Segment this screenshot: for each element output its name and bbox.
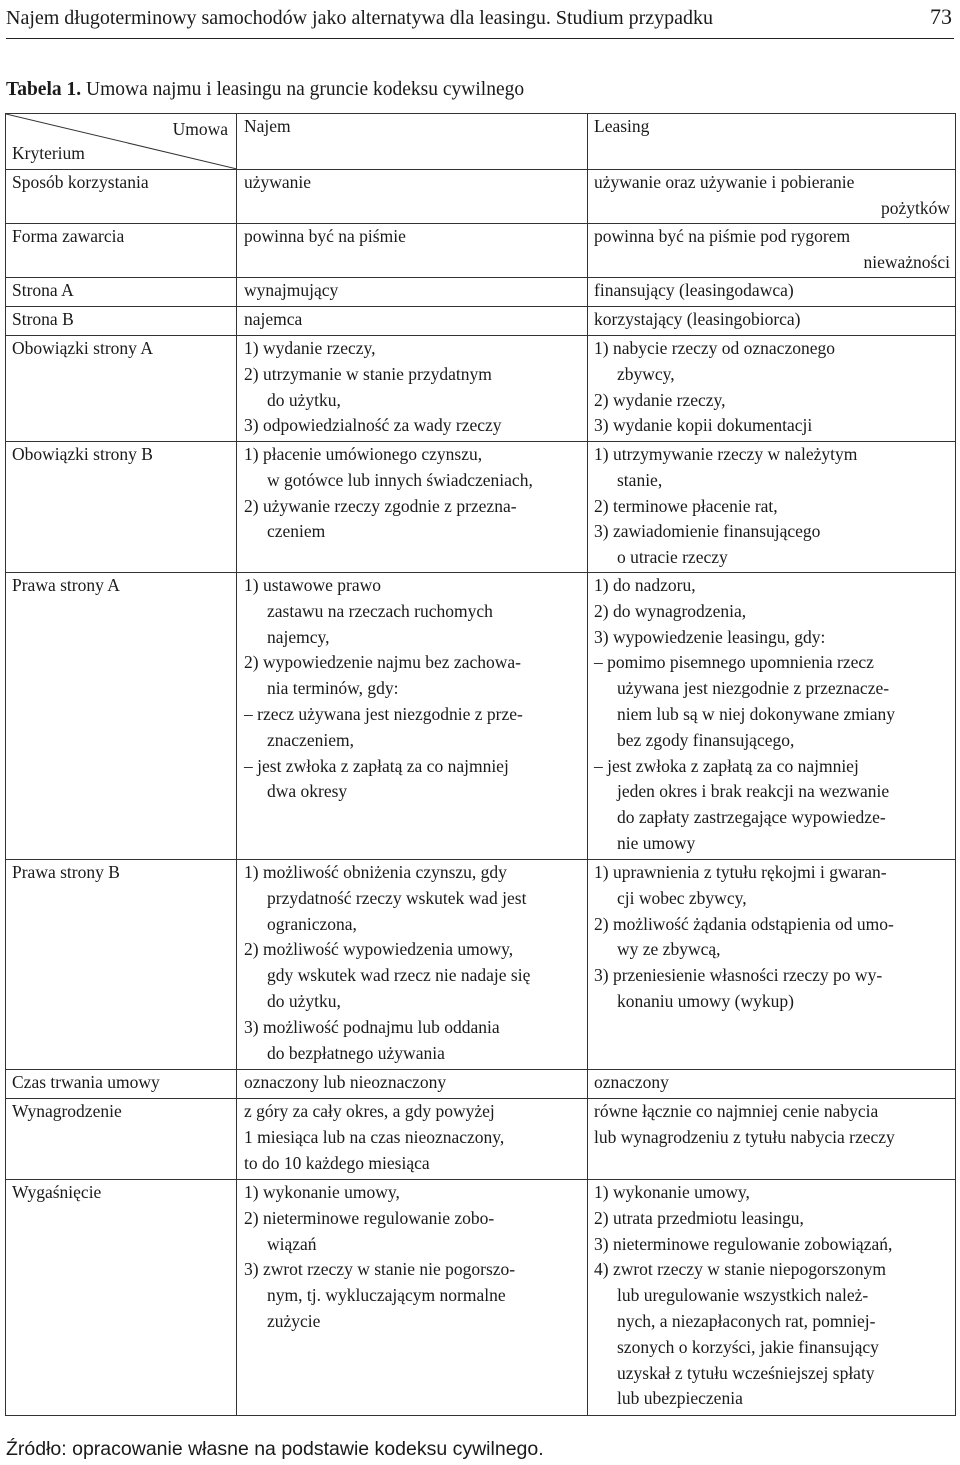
cell-line: wiązań xyxy=(267,1233,317,1254)
cell-line: lub ubezpieczenia xyxy=(617,1388,743,1409)
leasing-cell xyxy=(588,1180,956,1416)
cell-line: pożytków xyxy=(880,197,950,218)
cell-line: lub uregulowanie wszystkich należ- xyxy=(617,1285,869,1306)
column-header-leasing: Leasing xyxy=(588,114,956,170)
corner-label-kryterium: Kryterium xyxy=(12,143,85,163)
najem-cell xyxy=(237,278,588,307)
table-row xyxy=(6,573,956,860)
cell-line: 1) wykonanie umowy, xyxy=(244,1182,400,1202)
cell-line: 2) używanie rzeczy zgodnie z przezna- xyxy=(244,495,517,516)
cell-line: 2) wydanie rzeczy, xyxy=(594,389,726,410)
cell-line: 1) do nadzoru, xyxy=(594,575,696,595)
cell-line: korzystający (leasingobiorca) xyxy=(594,309,801,329)
cell-line: używana jest niezgodnie z przeznacze- xyxy=(617,678,890,699)
table-row xyxy=(6,170,956,224)
cell-line: do użytku, xyxy=(267,389,341,410)
cell-line: z góry za cały okres, a gdy powyżej xyxy=(244,1101,495,1121)
table-row xyxy=(6,307,956,336)
cell-line: znaczeniem, xyxy=(267,729,354,750)
corner-cell xyxy=(6,114,237,170)
cell-line: 2) wypowiedzenie najmu bez zachowa- xyxy=(244,652,521,673)
cell-line: 2) możliwość żądania odstąpienia od umo- xyxy=(594,913,894,934)
cell-line: nych, a niezapłaconych rat, pomniej- xyxy=(617,1310,876,1331)
criterion-cell: Forma zawarcia xyxy=(6,224,237,278)
cell-line: 3) wypowiedzenie leasingu, gdy: xyxy=(594,626,826,647)
cell-line: do bezpłatnego używania xyxy=(267,1042,445,1063)
cell-line: równe łącznie co najmniej cenie nabycia xyxy=(594,1101,879,1121)
page-number: 73 xyxy=(930,4,952,29)
cell-line: dwa okresy xyxy=(267,781,348,802)
leasing-cell xyxy=(588,336,956,442)
cell-line: uzyskał z tytułu wcześniejszej spłaty xyxy=(617,1362,875,1383)
cell-line: używanie xyxy=(244,172,312,192)
table-row xyxy=(6,1070,956,1099)
cell-line: niem lub są w niej dokonywane zmiany xyxy=(617,703,895,724)
cell-line: finansujący (leasingodawca) xyxy=(594,280,794,300)
criterion-cell: Obowiązki strony A xyxy=(6,336,237,442)
cell-line: stanie, xyxy=(617,469,663,490)
cell-line: zużycie xyxy=(267,1310,321,1331)
cell-line: używanie oraz używanie i pobieranie xyxy=(594,172,855,192)
cell-line: nieważności xyxy=(863,251,950,272)
table-caption-text: Umowa najmu i leasingu na gruncie kodeksu cywilnego xyxy=(81,79,525,100)
cell-line: szonych o korzyści, jakie finansujący xyxy=(617,1336,879,1357)
cell-line: nia terminów, gdy: xyxy=(267,678,399,699)
table-row xyxy=(6,278,956,307)
cell-line: 2) do wynagrodzenia, xyxy=(594,600,747,621)
najem-cell xyxy=(237,224,588,278)
criterion-cell: Obowiązki strony B xyxy=(6,442,237,573)
najem-cell xyxy=(237,170,588,224)
cell-line: wynajmujący xyxy=(244,280,339,300)
leasing-cell xyxy=(588,573,956,860)
criterion-cell: Wynagrodzenie xyxy=(6,1099,237,1180)
cell-line: bez zgody finansującego, xyxy=(617,729,795,750)
cell-line: zastawu na rzeczach ruchomych xyxy=(267,600,493,621)
criterion-cell: Sposób korzystania xyxy=(6,170,237,224)
cell-line: 2) nieterminowe regulowanie zobo- xyxy=(244,1207,495,1228)
cell-line: 1) wydanie rzeczy, xyxy=(244,338,376,358)
cell-line: o utracie rzeczy xyxy=(617,547,728,568)
criterion-cell: Wygaśnięcie xyxy=(6,1180,237,1416)
najem-cell xyxy=(237,336,588,442)
cell-line: 2) terminowe płacenie rat, xyxy=(594,495,778,516)
header-row xyxy=(6,114,956,170)
leasing-cell xyxy=(588,224,956,278)
cell-line: powinna być na piśmie pod rygorem xyxy=(594,226,851,246)
leasing-cell xyxy=(588,170,956,224)
cell-line: gdy wskutek wad rzecz nie nadaje się xyxy=(267,965,531,986)
cell-line: 3) możliwość podnajmu lub oddania xyxy=(244,1016,500,1037)
cell-line: przydatność rzeczy wskutek wad jest xyxy=(267,887,527,908)
cell-line: do zapłaty zastrzegające wypowiedze- xyxy=(617,807,886,828)
cell-line: nie umowy xyxy=(617,832,696,853)
cell-line: 2) utrata przedmiotu leasingu, xyxy=(594,1207,804,1228)
cell-line: do użytku, xyxy=(267,990,341,1011)
source-note: Źródło: opracowanie własne na podstawie kodeksu cywilnego. xyxy=(6,1438,544,1460)
najem-cell xyxy=(237,1099,588,1180)
cell-line: jeden okres i brak reakcji na wezwanie xyxy=(617,781,890,802)
najem-cell xyxy=(237,573,588,860)
najem-cell xyxy=(237,442,588,573)
column-header-najem: Najem xyxy=(237,114,588,170)
criterion-cell: Strona B xyxy=(6,307,237,336)
cell-line: czeniem xyxy=(267,521,326,542)
comparison-table xyxy=(5,113,956,1416)
cell-line: powinna być na piśmie xyxy=(244,226,406,246)
najem-cell xyxy=(237,307,588,336)
cell-line: 1) płacenie umówionego czynszu, xyxy=(244,444,483,464)
leasing-cell xyxy=(588,1070,956,1099)
cell-line: 3) wydanie kopii dokumentacji xyxy=(594,415,813,436)
cell-line: ograniczona, xyxy=(267,913,357,934)
najem-cell xyxy=(237,1180,588,1416)
cell-line: 2) utrzymanie w stanie przydatnym xyxy=(244,363,492,384)
cell-line: zbywcy, xyxy=(617,363,675,384)
corner-label-umowa: Umowa xyxy=(172,119,228,139)
cell-line: 4) zwrot rzeczy w stanie niepogorszonym xyxy=(594,1259,887,1280)
leasing-cell xyxy=(588,860,956,1070)
cell-line: 3) przeniesienie własności rzeczy po wy- xyxy=(594,965,883,986)
cell-line: 1 miesiąca lub na czas nieoznaczony, xyxy=(244,1126,505,1147)
leasing-cell xyxy=(588,1099,956,1180)
cell-line: 3) zawiadomienie finansującego xyxy=(594,521,821,542)
cell-line: 1) ustawowe prawo xyxy=(244,575,382,595)
leasing-cell xyxy=(588,307,956,336)
table-caption xyxy=(6,77,524,103)
cell-line: 3) odpowiedzialność za wady rzeczy xyxy=(244,415,502,436)
criterion-cell: Prawa strony A xyxy=(6,573,237,860)
cell-line: – rzecz używana jest niezgodnie z prze- xyxy=(244,703,523,724)
cell-line: – jest zwłoka z zapłatą za co najmniej xyxy=(594,755,859,776)
cell-line: w gotówce lub innych świadczeniach, xyxy=(267,469,533,490)
cell-line: 3) nieterminowe regulowanie zobowiązań, xyxy=(594,1233,893,1254)
table-row xyxy=(6,1180,956,1416)
table-row xyxy=(6,336,956,442)
cell-line: wy ze zbywcą, xyxy=(617,939,721,960)
criterion-cell: Prawa strony B xyxy=(6,860,237,1070)
cell-line: cji wobec zbywcy, xyxy=(617,887,747,908)
cell-line: – pomimo pisemnego upomnienia rzecz xyxy=(594,652,874,673)
criterion-cell: Strona A xyxy=(6,278,237,307)
cell-line: 1) nabycie rzeczy od oznaczonego xyxy=(594,338,835,358)
page-header xyxy=(6,0,954,39)
table-row xyxy=(6,224,956,278)
criterion-cell: Czas trwania umowy xyxy=(6,1070,237,1099)
cell-line: to do 10 każdego miesiąca xyxy=(244,1152,430,1173)
table-row xyxy=(6,860,956,1070)
cell-line: lub wynagrodzeniu z tytułu nabycia rzeczy xyxy=(594,1126,895,1147)
cell-line: 2) możliwość wypowiedzenia umowy, xyxy=(244,939,514,960)
cell-line: 1) uprawnienia z tytułu rękojmi i gwaran- xyxy=(594,862,887,882)
cell-line: 3) zwrot rzeczy w stanie nie pogorszo- xyxy=(244,1259,516,1280)
najem-cell xyxy=(237,860,588,1070)
cell-line: nym, tj. wykluczającym normalne xyxy=(267,1285,506,1306)
leasing-cell xyxy=(588,442,956,573)
cell-line: najemca xyxy=(244,309,303,329)
leasing-cell xyxy=(588,278,956,307)
table-row xyxy=(6,1099,956,1180)
cell-line: oznaczony xyxy=(594,1072,669,1092)
running-title: Najem długoterminowy samochodów jako alternatywa dla leasingu. Studium przypadku xyxy=(6,7,714,29)
cell-line: 1) możliwość obniżenia czynszu, gdy xyxy=(244,862,507,882)
cell-line: – jest zwłoka z zapłatą za co najmniej xyxy=(244,755,509,776)
cell-line: najemcy, xyxy=(267,626,330,647)
najem-cell xyxy=(237,1070,588,1099)
cell-line: 1) utrzymywanie rzeczy w należytym xyxy=(594,444,858,464)
table-row xyxy=(6,442,956,573)
cell-line: konaniu umowy (wykup) xyxy=(617,990,794,1011)
table-caption-label: Tabela 1. xyxy=(6,79,82,100)
cell-line: 1) wykonanie umowy, xyxy=(594,1182,750,1202)
cell-line: oznaczony lub nieoznaczony xyxy=(244,1072,447,1092)
